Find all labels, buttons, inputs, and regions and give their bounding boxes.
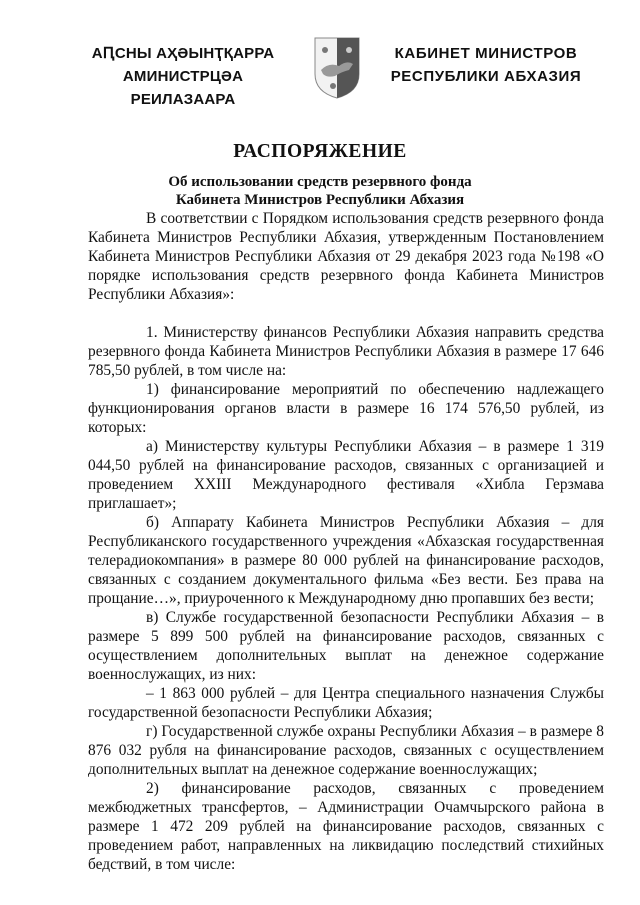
preamble-paragraph: В соответствии с Порядком использования средств резервного фонда Кабинета Министров Республики Абхазия, утвержденным Постановлением Кабинета Министров Республики Абхазия от 29 декабря 2023 года №198 «О порядке использования средств резервного фонда Кабинета Министров Республики Абхазия»: [88, 210, 604, 303]
header-right-line2: РЕСПУБЛИКИ АБХАЗИЯ [390, 68, 582, 85]
subtitle-line2: Кабинета Министров Республики Абхазия [175, 192, 465, 208]
subtitle-line1: Об использовании средств резервного фонда [168, 174, 472, 190]
item-1-paragraph: 1. Министерству финансов Республики Абхазия направить средства резервного фонда Кабинета Министров Республики Абхазия в размере 17 646 785,50 рублей, в том числе на: [88, 324, 604, 379]
item-g-paragraph: г) Государственной службе охраны Республики Абхазия – в размере 8 876 032 рубля на финансирование расходов, связанных с осуществлением дополнительных выплат на денежное содержание военнослужащих; [88, 723, 604, 778]
document-title: РАСПОРЯЖЕНИЕ [233, 141, 407, 162]
item-v-paragraph: в) Службе государственной безопасности Республики Абхазия – в размере 5 899 500 рублей на финансирование расходов, связанных с осуществлением дополнительных выплат на денежное содержание военнослужащих, из них: [88, 609, 604, 683]
coat-of-arms-icon [313, 36, 361, 100]
document-subtitle [0, 173, 640, 209]
item-1-2-paragraph: 2) финансирование расходов, связанных с проведением межбюджетных трансфертов, – Администрации Очамчырского района в размере 1 472 209 рублей на финансирование расходов, связанных с проведением работ, направленных на ликвидацию последствий стихийных бедствий, в том числе: [88, 780, 604, 873]
item-b-paragraph: б) Аппарату Кабинета Министров Республики Абхазия – для Республиканского государственного учреждения «Абхазская государственная телерадиокомпания» в размере 80 000 рублей на финансирование расходов, связанных с созданием документального фильма «Без вести. Без права на прощание…», приуроченного к Международному дню пропавших без вести; [88, 514, 604, 607]
header-right-line1: КАБИНЕТ МИНИСТРОВ [394, 45, 578, 62]
document-body [88, 209, 604, 874]
header-left-line1: АԤСНЫ АҲӘЫНҬҚАРРА [91, 45, 275, 62]
header-russian [386, 42, 586, 88]
item-a-paragraph: а) Министерству культуры Республики Абхазия – в размере 1 319 044,50 рублей на финансирование расходов, связанных с организацией и проведением XXIII Международного фестиваля «Хибла Герзмава приглашает»; [88, 438, 604, 512]
header-left-line2: АМИНИСТРЦӘА РЕИЛАЗААРА [122, 68, 244, 108]
header-abkhaz [78, 42, 288, 111]
item-1-1-paragraph: 1) финансирование мероприятий по обеспечению надлежащего функционирования органов власти в размере 16 174 576,50 рублей, из которых: [88, 381, 604, 436]
item-v-sub-paragraph: – 1 863 000 рублей – для Центра специального назначения Службы государственной безопасности Республики Абхазия; [88, 685, 604, 721]
